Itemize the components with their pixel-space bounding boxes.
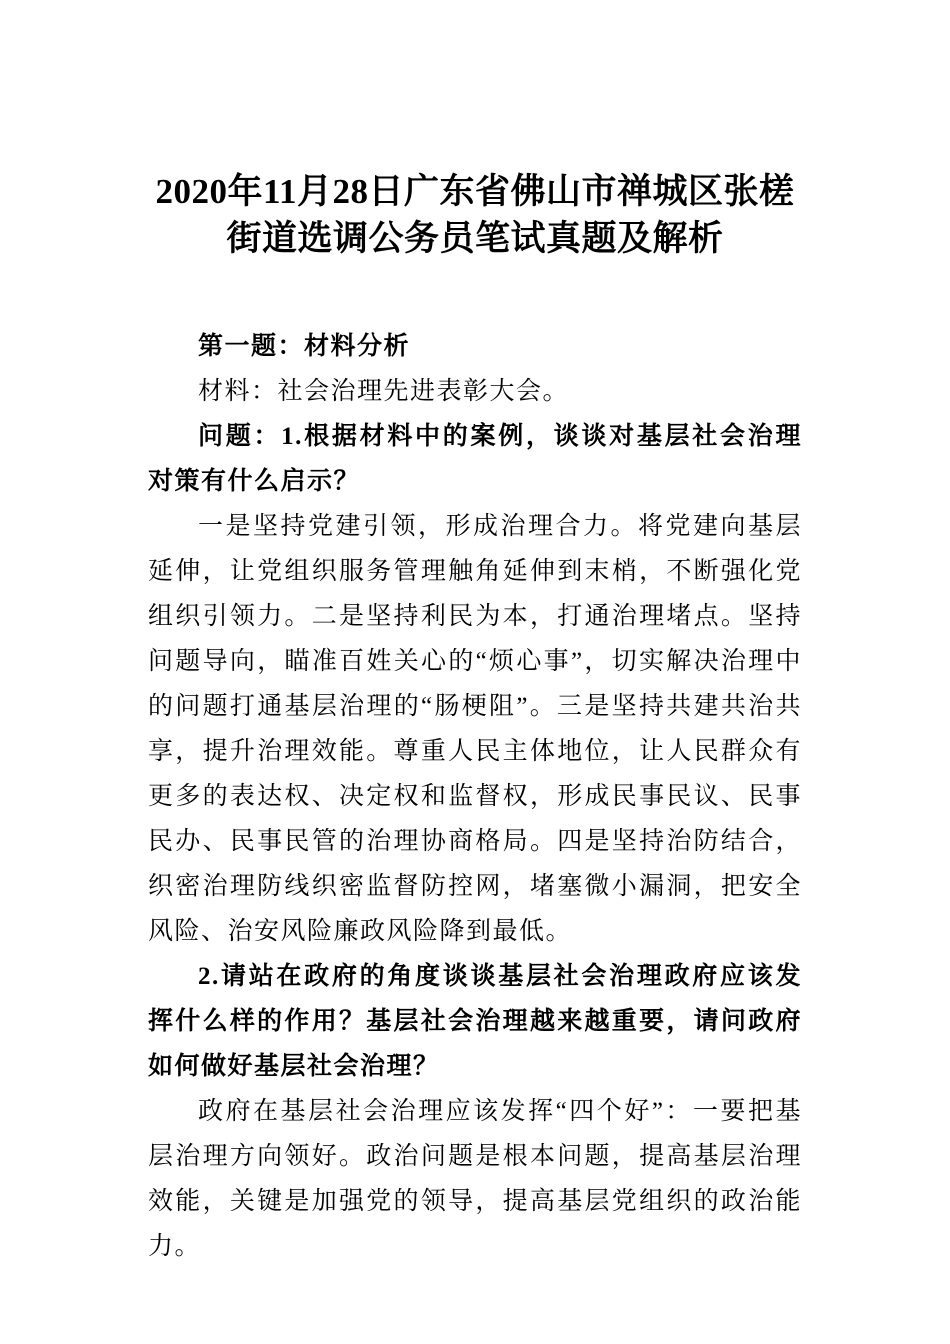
paragraph-answer-1: 一是坚持党建引领，形成治理合力。将党建向基层延伸，让党组织服务管理触角延伸到末梢，不断强化党组织引领力。二是坚持利民为本，打通治理堵点。坚持问题导向，瞄准百姓关心的“烦心事”，切实解决治理中的问题打通基层治理的“肠梗阻”。三是坚持共建共治共享，提升治理效能。尊重人民主体地位，让人民群众有更多的表达权、决定权和监督权，形成民事民议、民事民办、民事民管的治理协商格局。四是坚持治防结合，织密治理防线织密监督防控网，堵塞微小漏洞，把安全风险、治安风险廉政风险降到最低。 xyxy=(148,513,802,945)
section-heading: 第一题：材料分析 xyxy=(198,333,411,360)
paragraph-question-2: 2.请站在政府的角度谈谈基层社会治理政府应该发挥什么样的作用？基层社会治理越来越重要，请问政府如何做好基层社会治理？ xyxy=(148,963,802,1080)
paragraph-answer-2: 政府在基层社会治理应该发挥“四个好”：一要把基层治理方向领好。政治问题是根本问题，提高基层治理效能，关键是加强党的领导，提高基层党组织的政治能力。 xyxy=(148,1098,802,1260)
document-title: 2020年11月28日广东省佛山市禅城区张槎街道选调公务员笔试真题及解析 xyxy=(155,172,795,258)
paragraph-material: 材料：社会治理先进表彰大会。 xyxy=(198,378,570,405)
paragraph-question-1: 问题：1.根据材料中的案例，谈谈对基层社会治理对策有什么启示？ xyxy=(148,423,802,495)
